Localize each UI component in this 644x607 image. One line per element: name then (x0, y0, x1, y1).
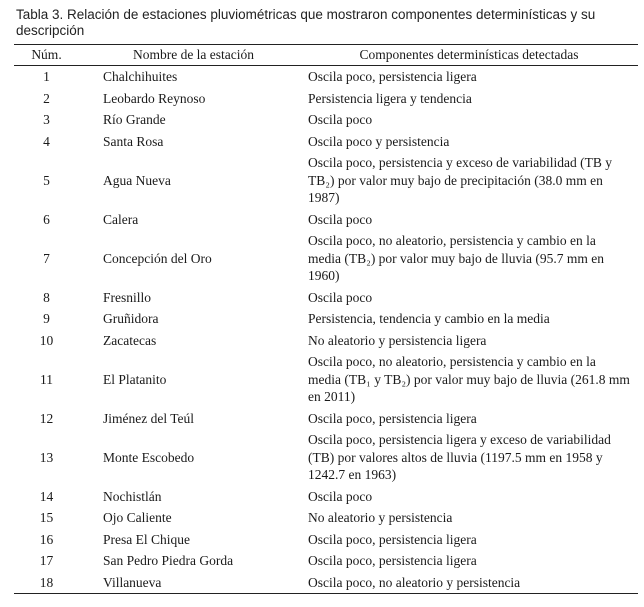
table-row (14, 408, 638, 430)
station-number: 5 (43, 172, 50, 188)
header-row (14, 45, 638, 66)
station-number: 18 (39, 574, 54, 590)
station-name: Río Grande (103, 112, 166, 127)
station-name: Monte Escobedo (103, 449, 195, 465)
table-body (14, 66, 638, 594)
header-num: Núm. (31, 47, 62, 62)
table-row (14, 66, 638, 88)
station-name: Santa Rosa (103, 133, 164, 149)
station-components: Persistencia, tendencia y cambio en la media (308, 311, 550, 326)
station-name: Gruñidora (103, 311, 159, 326)
table-row (14, 486, 638, 508)
station-name: Presa El Chique (103, 531, 190, 547)
station-number: 12 (39, 410, 54, 426)
station-components: Oscila poco y persistencia (308, 133, 450, 149)
station-number: 16 (39, 531, 54, 547)
station-components: Persistencia ligera y tendencia (308, 90, 472, 106)
table-row (14, 131, 638, 153)
table-row (14, 109, 638, 131)
station-number: 7 (43, 250, 50, 266)
station-components: No aleatorio y persistencia ligera (308, 332, 487, 348)
station-name: Nochistlán (103, 488, 162, 504)
station-name: Fresnillo (103, 289, 152, 305)
station-name: El Platanito (103, 371, 167, 387)
table-row (14, 507, 638, 529)
station-components: Oscila poco, no aleatorio y persistencia (308, 574, 521, 590)
station-number: 9 (43, 311, 50, 326)
station-components: Oscila poco (308, 112, 373, 127)
station-number: 2 (43, 90, 50, 106)
table-caption: Tabla 3. Relación de estaciones pluviométricas que mostraron componentes determinísticas y su descripción (16, 7, 596, 38)
table-row (14, 572, 638, 594)
station-number: 1 (43, 69, 50, 84)
station-name: Jiménez del Teúl (103, 410, 195, 426)
station-number: 13 (39, 449, 54, 465)
station-number: 8 (43, 289, 50, 305)
station-name: Villanueva (103, 574, 162, 590)
table-row (14, 209, 638, 231)
table-row (14, 287, 638, 309)
table-row (14, 529, 638, 551)
header-components: Componentes determinísticas detectadas (359, 47, 579, 62)
table-row (14, 330, 638, 352)
station-name: Agua Nueva (103, 172, 171, 188)
stations-table (14, 44, 638, 594)
station-components: Oscila poco, persistencia ligera (308, 553, 477, 568)
station-name: Zacatecas (103, 332, 157, 348)
station-components: Oscila poco, no aleatorio, persistencia y cambio en la media (TB₁ y TB₂) por valor muy bajo de lluvia (261.8 mm en 2011) (308, 354, 630, 404)
station-name: Concepción del Oro (103, 250, 212, 266)
station-components: Oscila poco (308, 289, 373, 305)
station-name: Leobardo Reynoso (103, 90, 206, 106)
table-row (14, 152, 638, 209)
station-number: 10 (39, 332, 54, 348)
table-row (14, 351, 638, 408)
station-components: Oscila poco, persistencia ligera (308, 531, 477, 547)
station-number: 17 (39, 553, 54, 568)
station-name: Calera (103, 211, 139, 227)
station-components: Oscila poco, persistencia y exceso de variabilidad (TB y TB₂) por valor muy bajo de precipitación (38.0 mm en 1987) (308, 155, 613, 205)
table-row (14, 429, 638, 486)
station-components: Oscila poco, no aleatorio, persistencia y cambio en la media (TB₂) por valor muy bajo de lluvia (95.7 mm en 1960) (308, 233, 605, 283)
station-components: Oscila poco, persistencia ligera (308, 410, 477, 426)
station-number: 14 (39, 488, 54, 504)
station-components: Oscila poco, persistencia ligera y exceso de variabilidad (TB) por valores altos de lluvia (1197.5 mm en 1958 y 1242.7 en 1963) (308, 432, 611, 482)
station-number: 4 (43, 133, 50, 149)
station-components: Oscila poco, persistencia ligera (308, 69, 477, 84)
station-name: Chalchihuites (103, 69, 178, 84)
station-name: Ojo Caliente (103, 510, 172, 525)
station-number: 3 (43, 112, 50, 127)
header-station-name: Nombre de la estación (132, 47, 255, 62)
table-row (14, 308, 638, 330)
table-row (14, 230, 638, 287)
station-name: San Pedro Piedra Gorda (103, 553, 234, 568)
station-number: 11 (40, 371, 53, 387)
station-number: 15 (39, 510, 54, 525)
table-row (14, 88, 638, 110)
station-components: No aleatorio y persistencia (308, 510, 453, 525)
station-components: Oscila poco (308, 211, 373, 227)
table-row (14, 550, 638, 572)
station-components: Oscila poco (308, 488, 373, 504)
station-number: 6 (43, 211, 50, 227)
